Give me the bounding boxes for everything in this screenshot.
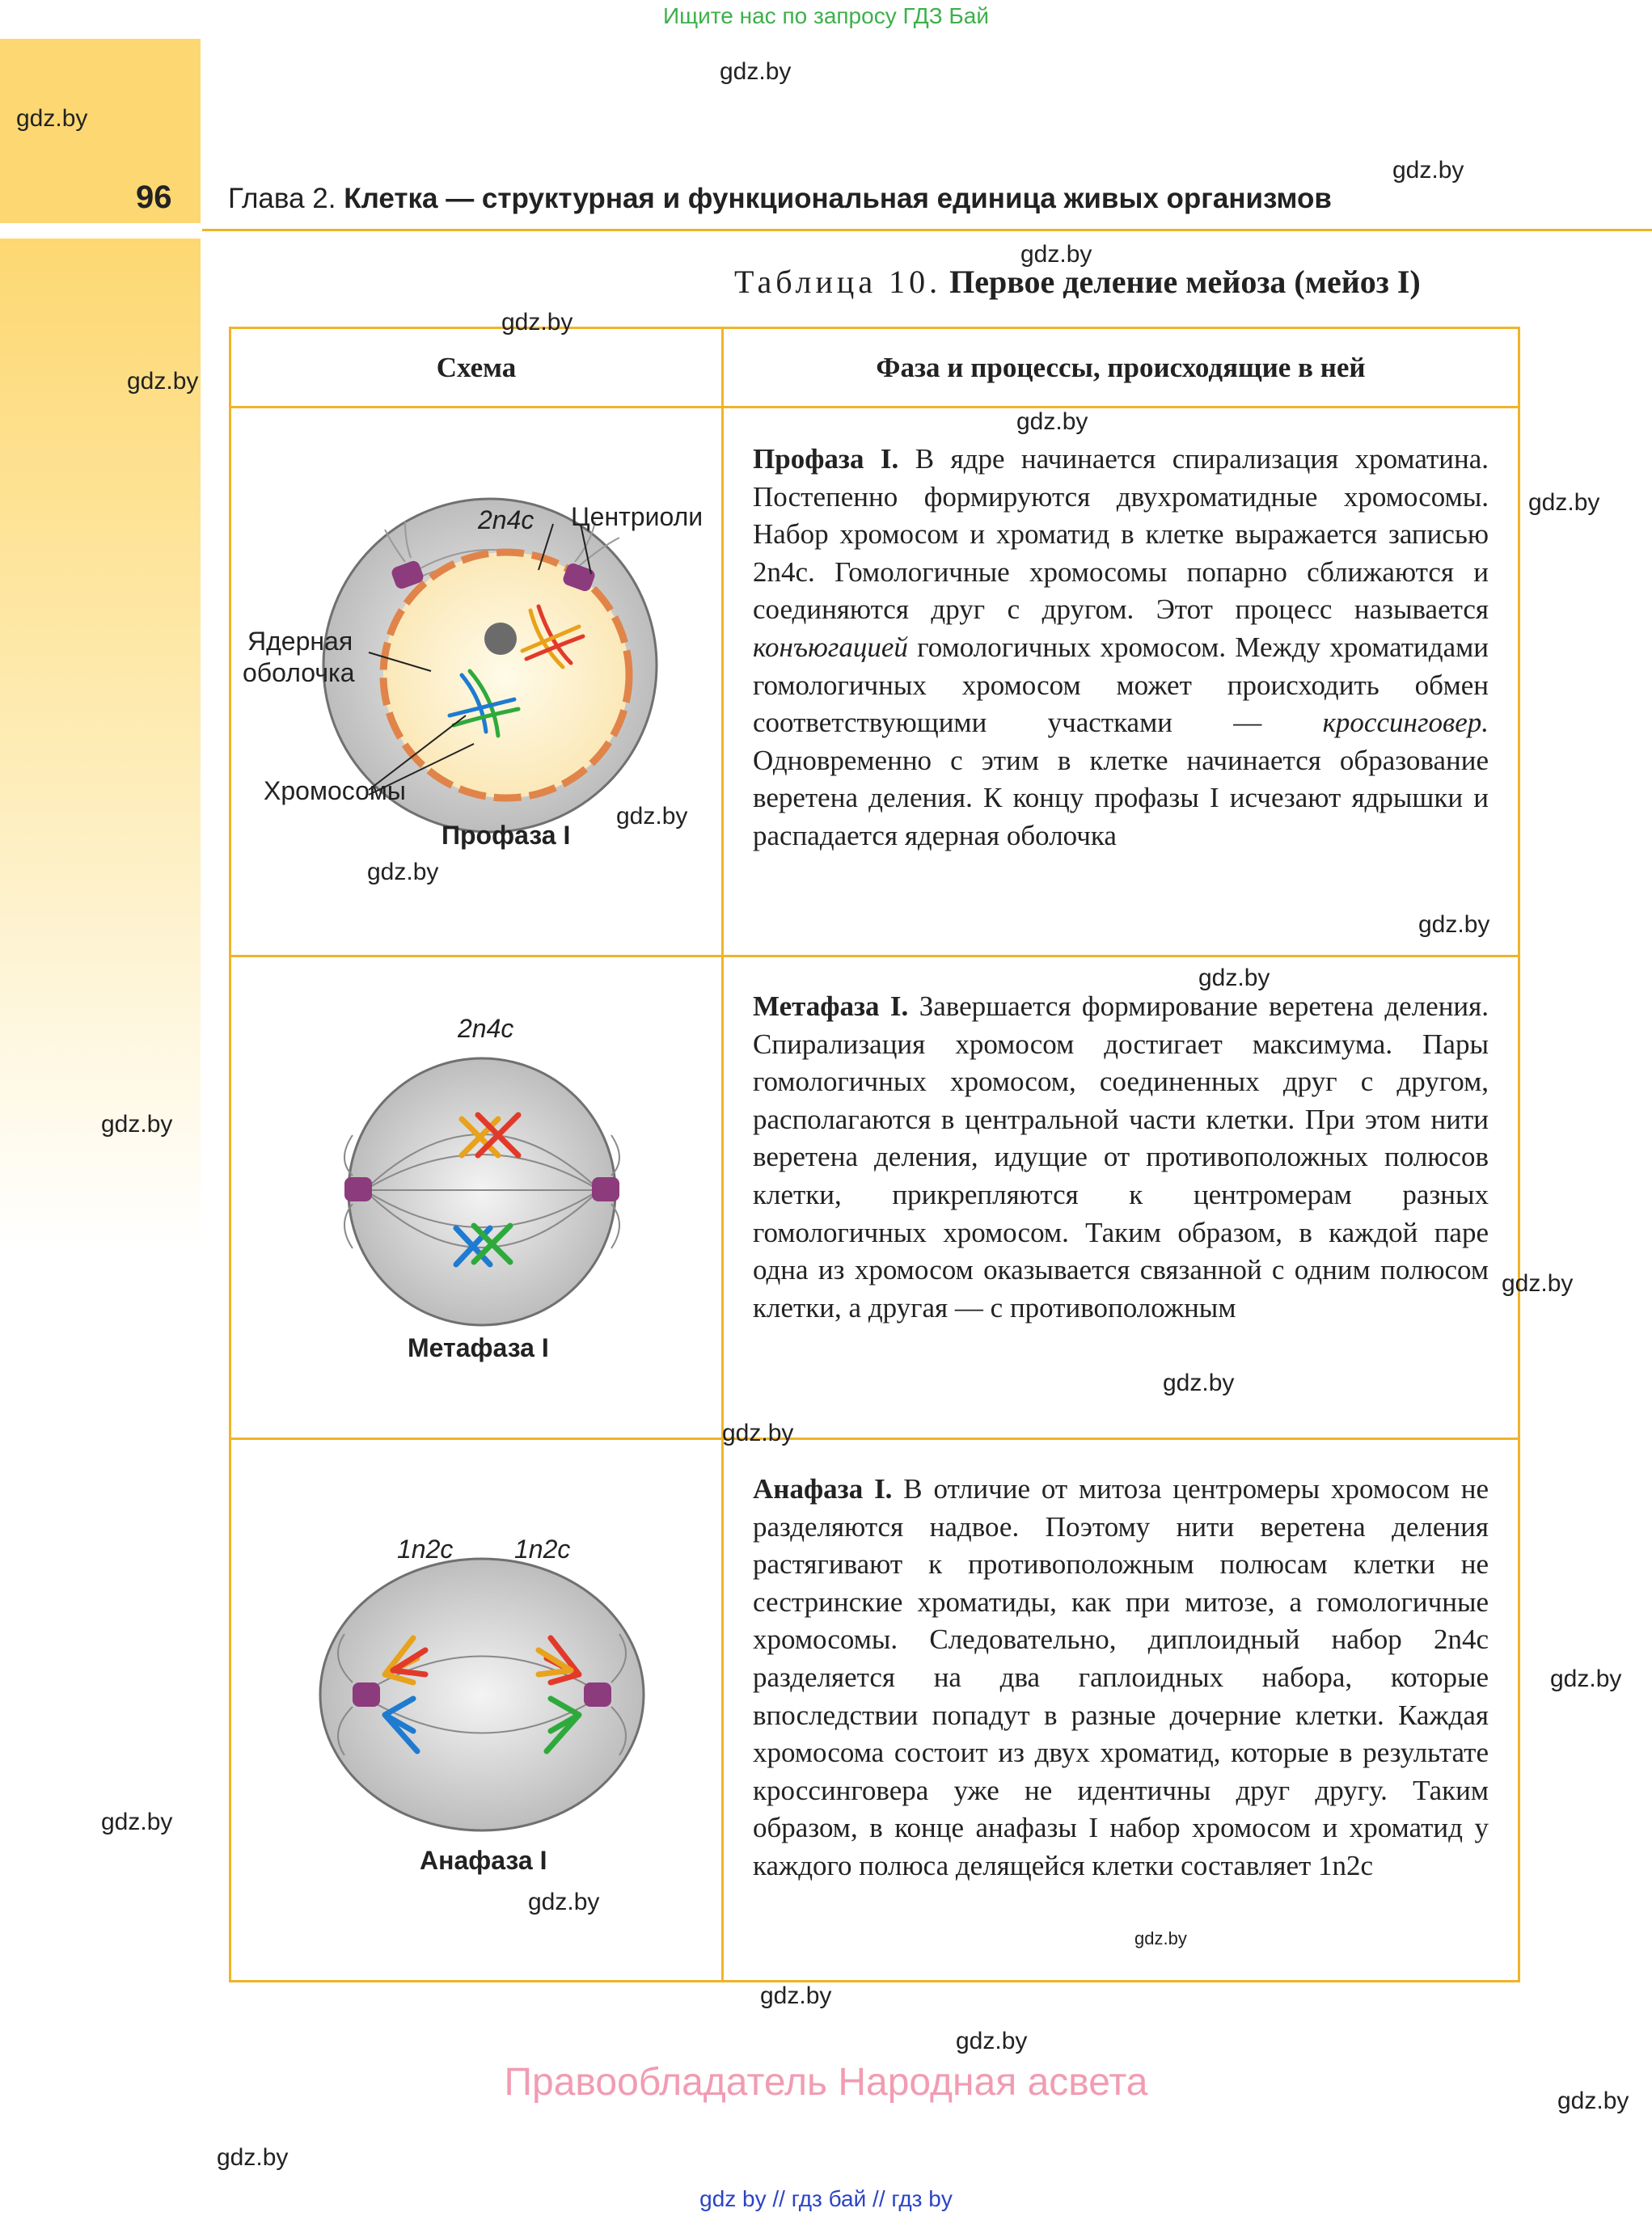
prophase-diagram: [231, 408, 716, 955]
prophase-name: Профаза I.: [753, 443, 899, 475]
phase-cell-metaphase: [723, 956, 1519, 1439]
anaphase-name: Анафаза I.: [753, 1473, 893, 1505]
col-header-phase: Фаза и процессы, происходящие в ней: [723, 328, 1519, 407]
meiosis-table: [229, 327, 1520, 1982]
watermark: gdz.by: [1163, 1370, 1235, 1396]
chromosomes-label: Хромосомы: [264, 776, 406, 805]
col-header-schema: Схема: [230, 328, 723, 407]
metaphase-set-label: 2n4c: [458, 1014, 514, 1043]
metaphase-name: Метафаза I.: [753, 990, 909, 1022]
watermark: gdz.by: [127, 368, 199, 395]
schema-cell-anaphase: [230, 1439, 723, 1982]
anaphase-cell-illustration: [231, 1440, 716, 1980]
chapter-title: Клетка — структурная и функциональная единица живых организмов: [344, 183, 1332, 214]
footer-links[interactable]: gdz by // гдз бай // гдз by: [699, 2186, 953, 2211]
watermark: gdz.by: [720, 58, 792, 85]
watermark: gdz.by: [16, 105, 88, 132]
page-number: 96: [136, 179, 172, 215]
prophase-term-conjugation: конъюгацией: [753, 631, 908, 663]
prophase-caption: Профаза I: [442, 821, 571, 850]
table-row-metaphase: [230, 956, 1519, 1439]
copyright-notice: Правообладатель Народная асвета: [504, 2061, 1148, 2104]
phase-cell-anaphase: [723, 1439, 1519, 1982]
watermark: gdz.by: [1528, 489, 1600, 516]
watermark: gdz.by: [1392, 157, 1464, 184]
anaphase-description: [724, 1440, 1518, 1885]
prophase-description: [724, 408, 1518, 855]
metaphase-description: [724, 957, 1518, 1327]
watermark: gdz.by: [1418, 911, 1490, 938]
table-title-text: Первое деление мейоза (мейоз I): [949, 264, 1421, 300]
watermark: gdz.by: [1550, 1666, 1622, 1692]
metaphase-caption: Метафаза I: [408, 1333, 549, 1362]
anaphase-diagram: [231, 1440, 716, 1980]
watermark: gdz.by: [1502, 1270, 1574, 1297]
metaphase-diagram: [231, 957, 716, 1438]
watermark: gdz.by: [760, 1982, 832, 2009]
watermark: gdz.by: [101, 1111, 173, 1138]
watermark: gdz.by: [217, 2144, 289, 2171]
header-rule: [202, 229, 1652, 231]
chapter-heading: [228, 183, 1332, 215]
schema-cell-prophase: [230, 407, 723, 956]
watermark: gdz.by: [367, 859, 439, 885]
watermark: gdz.by: [1134, 1928, 1187, 1948]
chapter-prefix: Глава 2.: [228, 183, 336, 214]
watermark: gdz.by: [1016, 408, 1088, 435]
schema-cell-metaphase: [230, 956, 723, 1439]
table-row-anaphase: [230, 1439, 1519, 1982]
watermark: gdz.by: [1557, 2088, 1629, 2114]
watermark: gdz.by: [616, 803, 688, 830]
prophase-term-crossingover: кроссинговер.: [1322, 707, 1489, 739]
watermark: gdz.by: [501, 309, 573, 336]
watermark: gdz.by: [722, 1420, 794, 1446]
watermark: gdz.by: [528, 1889, 600, 1915]
anaphase-set-label-right: 1n2c: [514, 1535, 571, 1564]
table-title-prefix: Таблица 10.: [734, 264, 942, 300]
watermark: gdz.by: [1020, 241, 1092, 268]
anaphase-set-label-left: 1n2c: [397, 1535, 454, 1564]
table-title: [734, 263, 1421, 301]
anaphase-text: В отличие от митоза центромеры хромосом не разделяются надвое. Поэтому нити веретена деления растягивают к противоположным полюсам клетки не сестринские хроматиды, как при митозе, а гомологичные хромосомы. Следовательно, диплоидный набор 2n4c разделяется на два гаплоидных набора, которые впоследствии попадут в разные дочерние клетки. Каждая хромосома состоит из двух хроматид, которые в результате кроссинговера уже не идентичны друг другу. Таким образом, в конце анафазы I набор хромосом и хроматид у каждого полюса делящейся клетки составляет 1n2c: [753, 1473, 1489, 1881]
centrioles-label: Центриоли: [571, 502, 703, 531]
prophase-text-3: Одновременно с этим в клетке начинается образование веретена деления. К концу профазы I исчезают ядрышки и распадается ядерная оболочка: [753, 744, 1489, 851]
prophase-text-1: В ядре начинается спирализация хроматина. Постепенно формируются двухроматидные хромосомы. Набор хромосом и хроматид в клетке выражается записью 2n4c. Гомологичные хромосомы попарно сближаются и соединяются друг с другом. Этот процесс называется: [753, 443, 1489, 626]
watermark: gdz.by: [101, 1809, 173, 1835]
prophase-text-2: гомологичных хромосом. Между хроматидами гомологичных хромосом может происходить обмен соответствующими участками —: [753, 631, 1489, 739]
watermark: gdz.by: [956, 2028, 1028, 2054]
phase-cell-prophase: [723, 407, 1519, 956]
table-header-row: [230, 328, 1519, 407]
envelope-label-2: оболочка: [243, 658, 355, 687]
prophase-set-label: 2n4c: [478, 505, 534, 534]
watermark: gdz.by: [1198, 965, 1270, 991]
top-banner[interactable]: Ищите нас по запросу ГДЗ Бай: [662, 3, 990, 28]
anaphase-caption: Анафаза I: [420, 1846, 547, 1875]
envelope-label-1: Ядерная: [247, 627, 353, 656]
metaphase-text: Завершается формирование веретена деления. Спирализация хромосом достигает максимума. Пары гомологичных хромосом, соединенных друг с другом, располагаются в центральной части клетки. При этом нити веретена деления, идущие от противоположных полюсов клетки, прикрепляются к центромерам разных гомологичных хромосом. Таким образом, в каждой паре одна из хромосом оказывается связанной с одним полюсом клетки, а другая — с противоположным: [753, 990, 1489, 1324]
